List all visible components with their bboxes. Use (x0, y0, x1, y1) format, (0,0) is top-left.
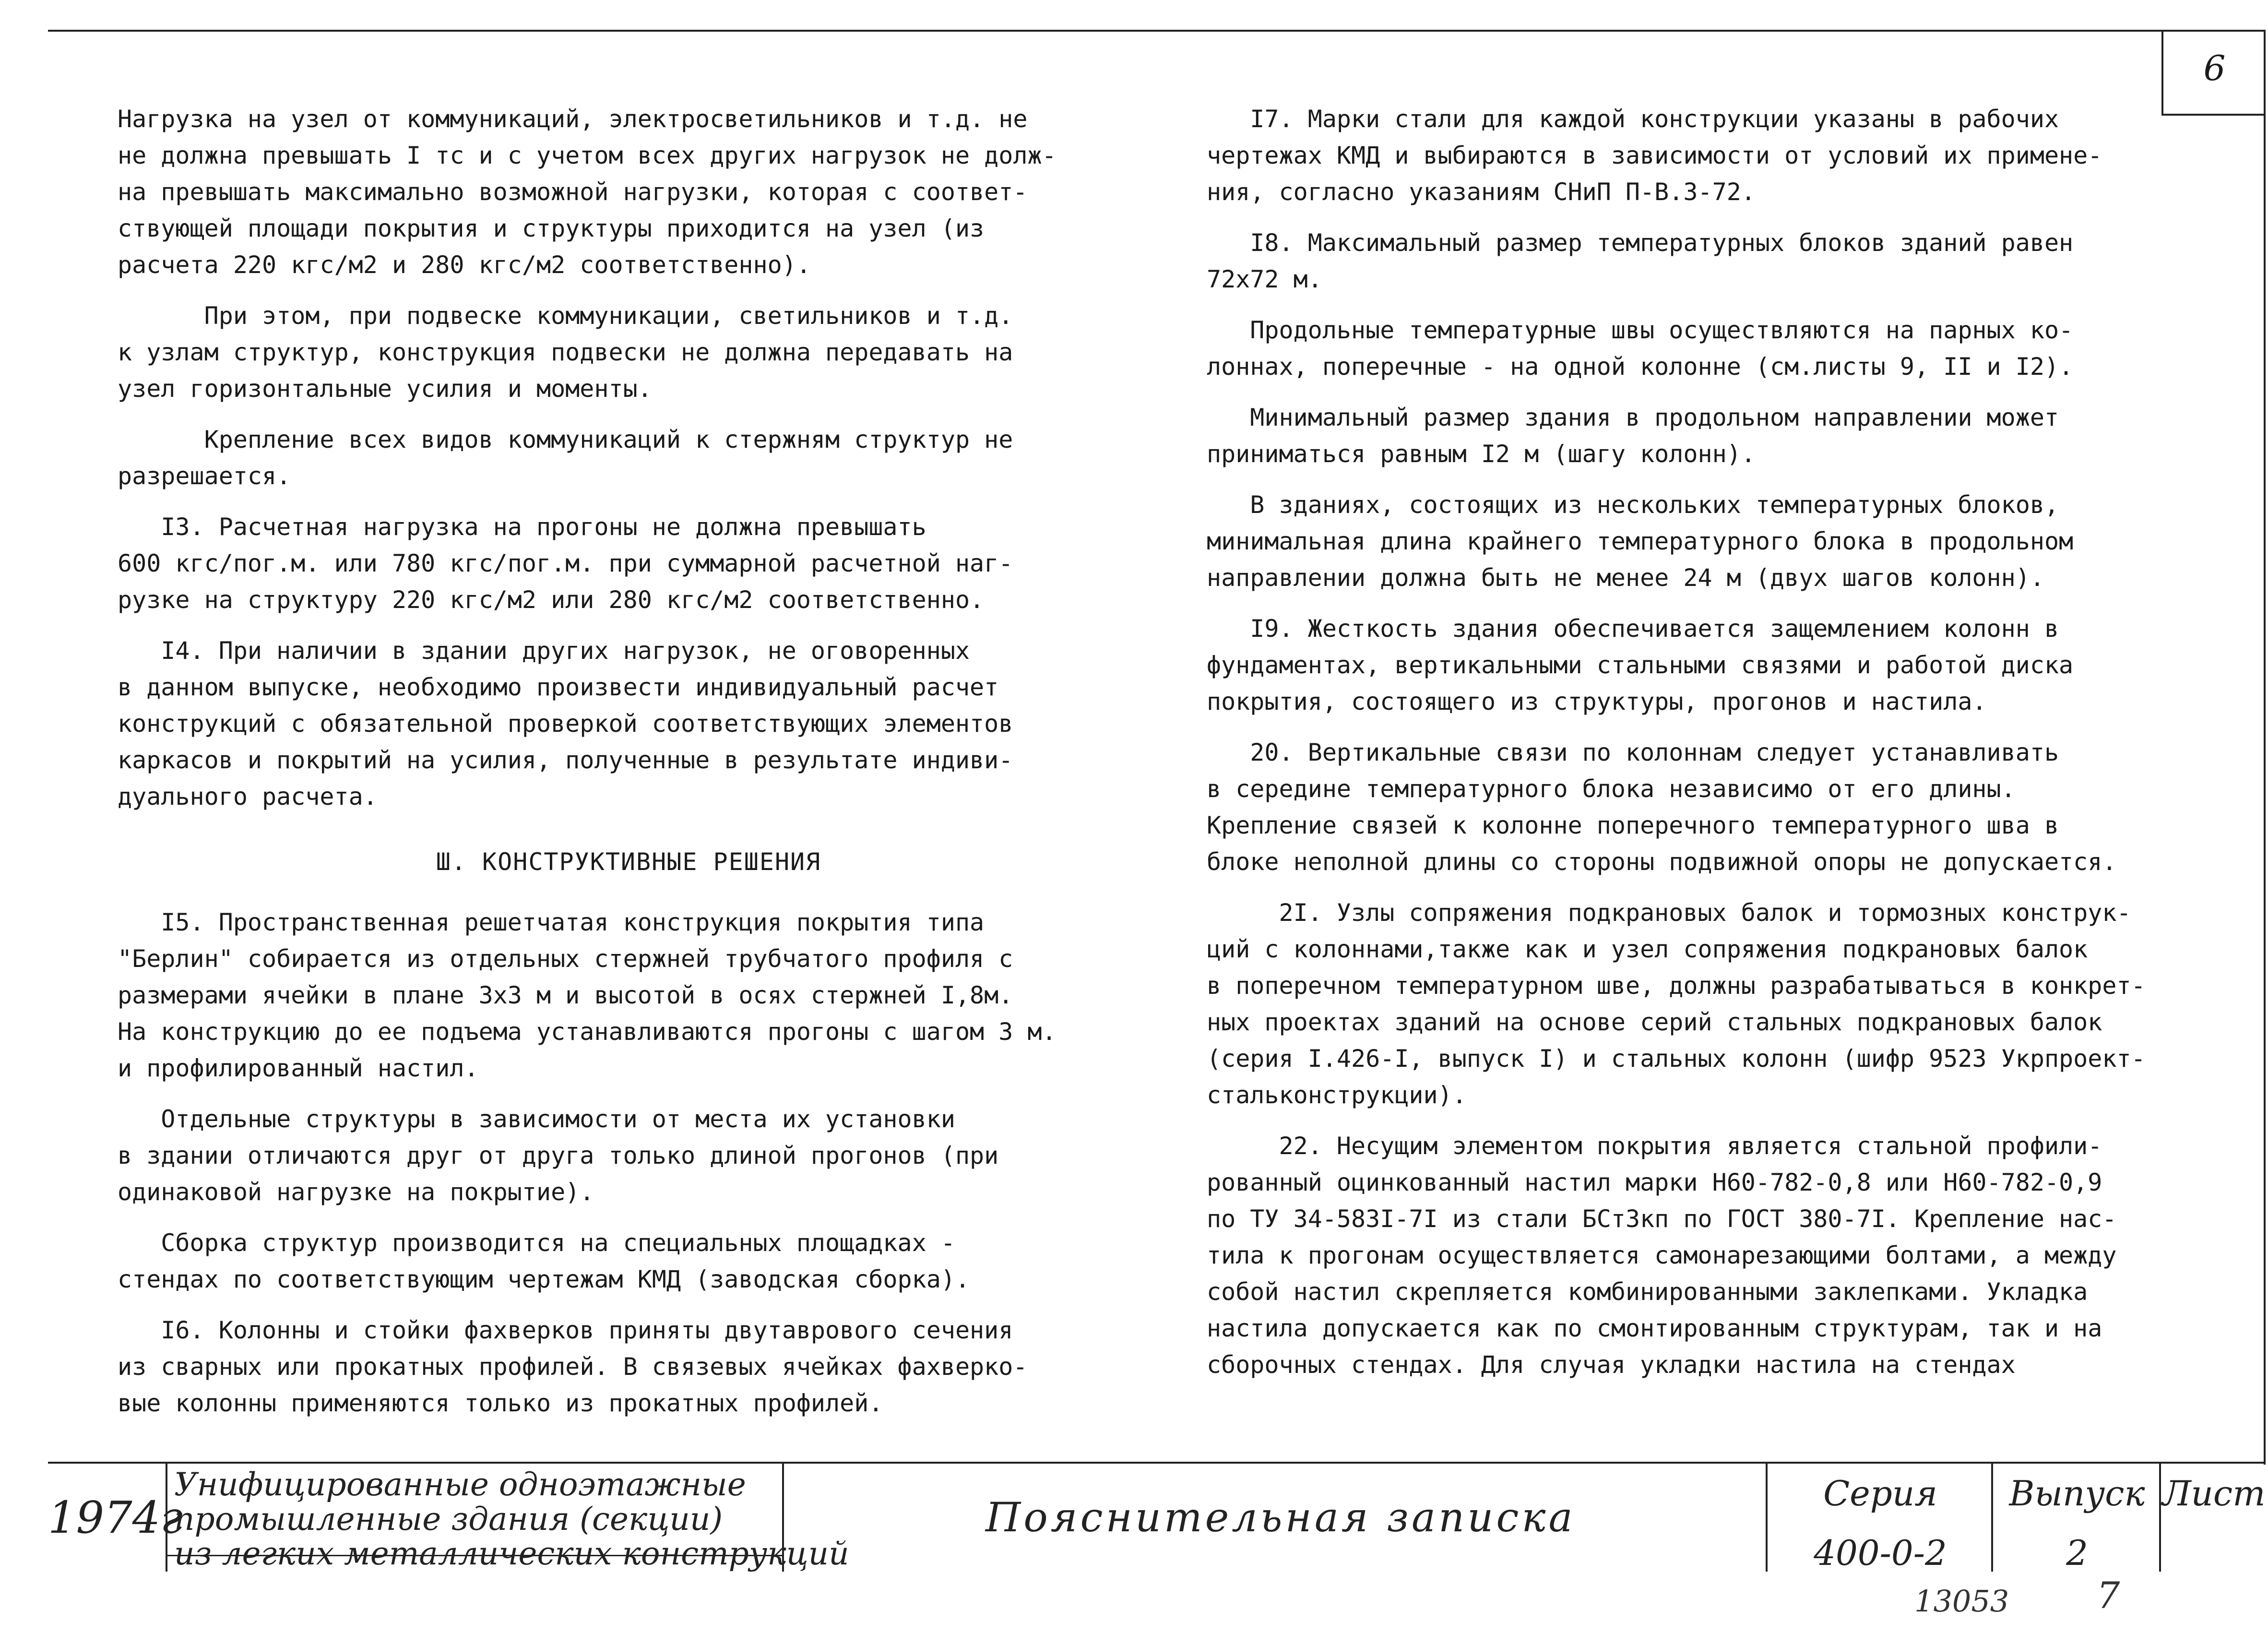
paragraph-14: I4. При наличии в здании других нагрузок, не оговоренных в данном выпуске, необходимо произвести индивидуальный расчет конструкций с обязательной проверкой соответствующих элементов каркасов и покрытий на усилия, полученные в результате индиви- дуального расчета. (118, 637, 1013, 811)
stamp-sheet-label: Лист (2162, 1473, 2266, 1514)
paragraph: Отдельные структуры в зависимости от места их установки в здании отличаются друг от друга только длиной прогонов (при одинаковой нагрузке на покрытие). (118, 1105, 999, 1206)
paragraph: В зданиях, состоящих из нескольких температурных блоков, минимальная длина крайнего температурного блока в продольном направлении должна быть не менее 24 м (двух шагов колонн). (1207, 491, 2074, 592)
paragraph-13: I3. Расчетная нагрузка на прогоны не должна превышать 600 кгс/пог.м. или 780 кгс/пог.м. при суммарной расчетной наг- рузке на структуру 220 кгс/м2 или 280 кгс/м2 соответственно. (118, 513, 1013, 614)
paragraph: Нагрузка на узел от коммуникаций, электросветильников и т.д. не не должна превышать I тс и с учетом всех других нагрузок не долж- на превышать максимально возможной нагрузки, которая с соответ- ствующей площади покрытия и структуры приходится на узел (из расчета 220 кгс/м2 и 280 кгс/м2 соответственно). (118, 105, 1057, 279)
paragraph: Сборка структур производится на специальных площадках - стендах по соответствующим чертежам КМД (заводская сборка). (118, 1229, 970, 1293)
stamp-issue-cell (1991, 1464, 2161, 1572)
title-block (48, 1462, 2265, 1572)
paragraph-22: 22. Несущим элементом покрытия является стальной профили- рованный оцинкованный настил марки Н60-782-0,8 или Н60-782-0,9 по ТУ 34-583I-7I из стали БСт3кп по ГОСТ 380-7I. Крепление нас- тила к прогонам осуществляется самонарезающими болтами, а между собой настил скрепляется комбинированными заклепками. Укладка настила допускается как по смонтированным структурам, так и на сборочных стендах. Для случая укладки настила на стендах (1207, 1132, 2117, 1379)
stamp-title-line: из легких металлических конструкций (174, 1535, 849, 1572)
frame-right-border (2264, 30, 2266, 1465)
paragraph-16: I6. Колонны и стойки фахверков приняты двутаврового сечения из сварных или прокатных профилей. В связевых ячейках фахверко- вые колонны применяются только из прокатных профилей. (118, 1316, 1028, 1417)
paragraph-21: 2I. Узлы сопряжения подкрановых балок и тормозных конструк- ций с колоннами,также как и узел сопряжения подкрановых балок в поперечном температурном шве, должны разрабатываться в конкрет- ных проектах зданий на основе серий стальных подкрановых балок (серия I.426-I, выпуск I) и стальных колонн (шифр 9523 Укрпроект- стальконструкции). (1207, 899, 2146, 1109)
stamp-series-label: Серия (1823, 1473, 1937, 1514)
stamp-year: 1974г (48, 1492, 183, 1543)
stamp-issue-value: 2 (2066, 1533, 2088, 1573)
paragraph-18: I8. Максимальный размер температурных блоков зданий равен 72х72 м. (1207, 229, 2074, 293)
paragraph: Крепление всех видов коммуникаций к стержням структур не разрешается. (118, 426, 1013, 490)
paragraph: Продольные температурные швы осуществляются на парных ко- лоннах, поперечные - на одной колонне (см.листы 9, II и I2). (1207, 316, 2074, 381)
footer-code: 13053 (1914, 1584, 2009, 1619)
paragraph-17: I7. Марки стали для каждой конструкции указаны в рабочих чертежах КМД и выбираются в зависимости от условий их примене- ния, согласно указаниям СНиП П-В.3-72. (1207, 105, 2102, 206)
stamp-underline (166, 1555, 782, 1556)
paragraph-19: I9. Жесткость здания обеспечивается защемлением колонн в фундаментах, вертикальными стальными связями и работой диска покрытия, состоящего из структуры, прогонов и настила. (1207, 615, 2074, 716)
sheet-number: 6 (2203, 48, 2226, 88)
stamp-series-cell (1766, 1464, 1993, 1572)
paragraph-20: 20. Вертикальные связи по колоннам следует устанавливать в середине температурного блока независимо от его длины. Крепление связей к колонне поперечного температурного шва в блоке неполной длины со стороны подвижной опоры не допускается. (1207, 739, 2117, 876)
stamp-issue-label: Выпуск (2009, 1473, 2145, 1514)
stamp-document-name: Пояснительная записка (782, 1464, 1766, 1572)
section-heading: Ш. КОНСТРУКТИВНЫЕ РЕШЕНИЯ (436, 848, 821, 876)
stamp-title-line: промышленные здания (секции) (174, 1501, 723, 1538)
stamp-title-line: Унифицированные одноэтажные (174, 1466, 746, 1503)
frame-top-border (48, 30, 2265, 32)
sheet-number-box (2161, 30, 2266, 116)
left-text-column (118, 101, 1140, 1436)
stamp-sheet-cell (2159, 1464, 2267, 1572)
footer-page-number: 7 (2097, 1574, 2120, 1617)
paragraph-15: I5. Пространственная решетчатая конструкция покрытия типа "Берлин" собирается из отдельных стержней трубчатого профиля с размерами ячейки в плане 3х3 м и высотой в осях стержней I,8м. На конструкцию до ее подъема устанавливаются прогоны с шагом 3 м. и профилированный настил. (118, 908, 1057, 1082)
paragraph: При этом, при подвеске коммуникации, светильников и т.д. к узлам структур, конструкция подвески не должна передавать на узел горизонтальные усилия и моменты. (118, 302, 1013, 403)
right-text-column (1207, 101, 2147, 1397)
paragraph: Минимальный размер здания в продольном направлении может приниматься равным I2 м (шагу колонн). (1207, 404, 2059, 468)
stamp-series-value: 400-0-2 (1814, 1533, 1947, 1573)
